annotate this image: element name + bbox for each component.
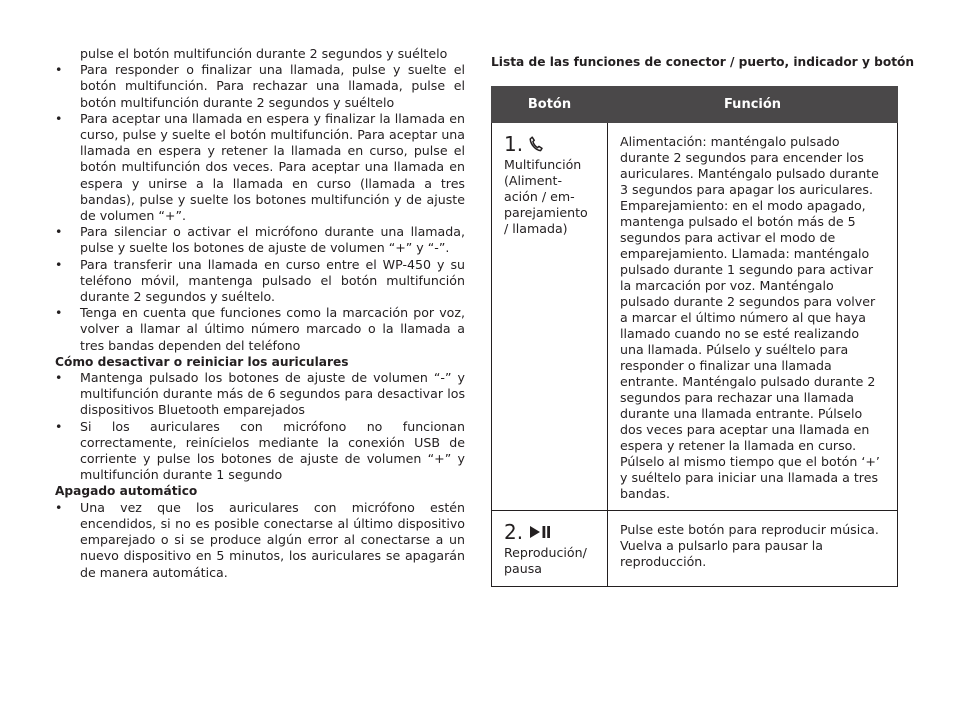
button-label-line: / llamada) — [504, 221, 568, 236]
continuation-text: pulse el botón multifunción durante 2 segundos y suéltelo — [80, 46, 448, 61]
list-item-text: Tenga en cuenta que funciones como la marcación por voz, volver a llamar al último número marcado o la llamada a tres bandas dependen del teléfono — [80, 305, 465, 353]
list-item — [55, 305, 465, 354]
button-number: 2. — [504, 520, 524, 544]
section-heading-auto-off: Apagado automático — [55, 484, 198, 499]
function-cell: Alimentación: manténgalo pulsado durante 2 segundos para encender los auriculares. Manténgalo pulsado durante 3 segundos para apagar los auriculares. Emparejamiento: en el modo apagado, mantenga pulsado el botón más de 5 segundos para activar el modo de emparejamiento. Llamada: manténgalo pulsado durante 1 segundo para activar la marcación por voz. Manténgalo pulsado durante 2 segundos para volver a marcar el último número al que haya llamado cuando no se esté realizando una llamada. Púlselo y suéltelo para responder o finalizar una llamada entrante. Manténgalo pulsado durante 2 segundos para rechazar una llamada durante una llamada entrante. Púlselo dos veces para aceptar una llamada en espera y retener la llamada en curso. Púlselo al mismo tiempo que el botón ‘+’ y suéltelo para iniciar una llamada a tres bandas. — [608, 123, 898, 511]
button-number: 1. — [504, 132, 524, 156]
button-number-line — [504, 133, 603, 155]
list-item — [55, 419, 465, 484]
list-item — [55, 370, 465, 419]
section-heading-reset: Cómo desactivar o reiniciar los auriculares — [55, 354, 349, 369]
button-label-line: (Aliment- — [504, 173, 563, 188]
list-item — [55, 500, 465, 581]
list-item — [55, 257, 465, 306]
button-label-line: Multifunción — [504, 157, 582, 172]
list-item-text: Para transferir una llamada en curso entre el WP-450 y su teléfono móvil, mantenga pulsado el botón multifunción durante 2 segundos y suéltelo. — [80, 256, 465, 305]
list-item-text: Para responder o finalizar una llamada, pulse y suelte el botón multifunción. Para rechazar una llamada, pulse el botón multifunción durante 2 segundos y suéltelo — [80, 62, 465, 110]
list-item-text: Si los auriculares con micrófono no funcionan correctamente, reinícielos mediante la conexión USB de corriente y pulse los botones de ajuste de volumen “+” y multifunción durante 1 segundo — [80, 418, 465, 483]
table-row — [492, 123, 898, 511]
phone-icon — [529, 136, 543, 152]
bullet-icon: • — [55, 224, 63, 240]
button-label — [504, 545, 603, 577]
list-item-text: Una vez que los auriculares con micrófono estén encendidos, si no es posible conectarse al último dispositivo emparejado o si se produce algún error al conectarse a un nuevo dispositivo en 5 minutos, los auriculares se apagarán de manera automática. — [80, 499, 465, 580]
reset-bullet-list — [55, 370, 465, 483]
list-item — [55, 62, 465, 111]
button-cell — [492, 511, 608, 587]
bullet-icon: • — [55, 370, 63, 386]
auto-off-bullet-list — [55, 500, 465, 581]
play-pause-icon — [529, 525, 551, 539]
bullet-icon: • — [55, 499, 63, 515]
left-column — [55, 46, 465, 581]
list-item — [55, 224, 465, 256]
table-row — [492, 511, 898, 587]
list-item-text: Para aceptar una llamada en espera y finalizar la llamada en curso, pulse y suelte el botón multifunción. Para aceptar una llamada en espera y retener la llamada en curso, pulse el botón multifunción dos veces. Para aceptar una llamada en espera y unirse a la llamada en curso (llamada a tres bandas), pulse y suelte los botones multifunción y de ajuste de volumen “+”. — [80, 110, 465, 224]
bullet-icon: • — [55, 62, 63, 78]
bullet-icon: • — [55, 418, 63, 434]
call-bullet-list — [55, 62, 465, 354]
function-cell: Pulse este botón para reproducir música. Vuelva a pulsarlo para pausar la reproducción. — [608, 511, 898, 587]
column-header-button: Botón — [492, 87, 608, 123]
button-label — [504, 157, 603, 237]
list-item — [55, 111, 465, 224]
button-label-line: parejamiento — [504, 205, 588, 220]
button-number-line — [504, 521, 603, 543]
column-header-function: Función — [608, 87, 898, 123]
function-table — [491, 86, 898, 587]
bullet-icon: • — [55, 110, 63, 126]
list-item-text: Mantenga pulsado los botones de ajuste de volumen “-” y multifunción durante más de 6 segundos para desactivar los dispositivos Bluetooth emparejados — [80, 370, 465, 418]
table-title: Lista de las funciones de conector / puerto, indicador y botón — [491, 55, 915, 69]
bullet-icon: • — [55, 305, 63, 321]
table-header-row — [492, 87, 898, 123]
list-item-text: Para silenciar o activar el micrófono durante una llamada, pulse y suelte los botones de ajuste de volumen “+” y “-”. — [80, 224, 465, 256]
button-label-line: pausa — [504, 561, 542, 576]
button-label-line: Reprodución/ — [504, 545, 587, 560]
button-cell — [492, 123, 608, 511]
button-label-line: ación / em- — [504, 189, 575, 204]
bullet-icon: • — [55, 256, 63, 272]
